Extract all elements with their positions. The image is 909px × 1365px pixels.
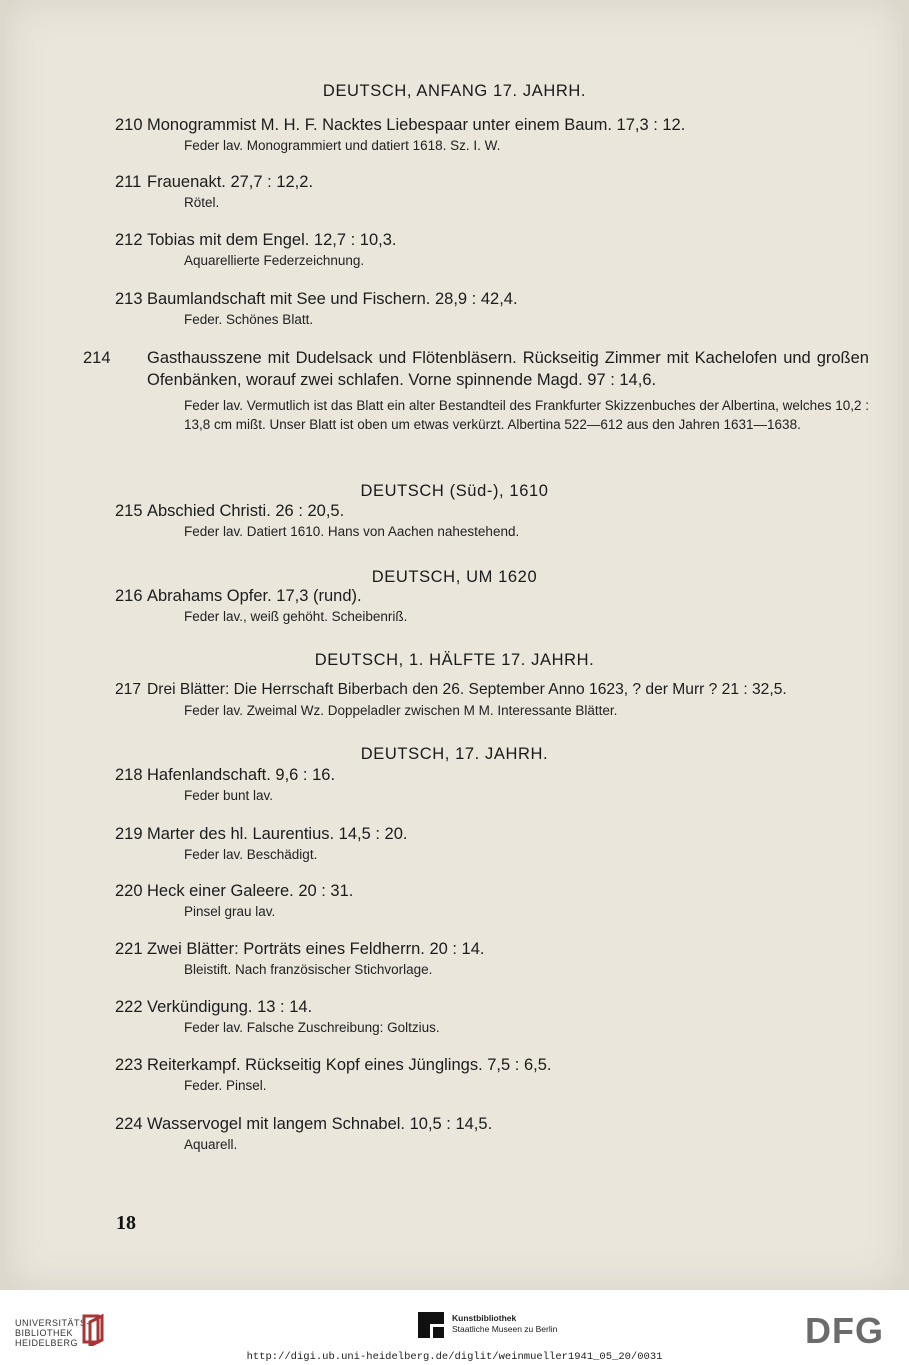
entry-title: Drei Blätter: Die Herrschaft Biberbach den 26. September Anno 1623, ? der Murr ? 21 : 32,5. (147, 681, 787, 698)
entry-title: Baumlandschaft mit See und Fischern. 28,9 : 42,4. (147, 290, 518, 308)
entry-title: Monogrammist M. H. F. Nacktes Liebespaar unter einem Baum. 17,3 : 12. (147, 116, 686, 134)
entry-number: 215 (115, 502, 143, 520)
entry-number: 214 (83, 349, 111, 367)
catalog-entry (115, 585, 869, 626)
source-url[interactable]: http://digi.ub.uni-heidelberg.de/diglit/weinmueller1941_05_20/0031 (246, 1351, 663, 1363)
entry-note: Feder lav. Falsche Zuschreibung: Goltzius. (184, 1020, 440, 1035)
entry-title: Verkündigung. 13 : 14. (147, 998, 313, 1016)
catalog-entry (115, 1113, 869, 1154)
catalog-entry (115, 996, 869, 1037)
entry-number: 213 (115, 290, 143, 308)
entry-number: 223 (115, 1056, 143, 1074)
catalog-entry (115, 500, 869, 541)
entry-title: Frauenakt. 27,7 : 12,2. (147, 173, 314, 191)
entry-note: Aquarell. (184, 1137, 238, 1152)
entry-note: Aquarellierte Federzeichnung. (184, 253, 365, 268)
catalog-entry (115, 288, 869, 329)
entry-number: 219 (115, 825, 143, 843)
catalog-entry (115, 171, 869, 212)
entry-number: 222 (115, 998, 143, 1016)
section-heading: DEUTSCH, 17. JAHRH. (360, 745, 549, 763)
section-heading: DEUTSCH, UM 1620 (371, 568, 538, 586)
kunstbibliothek-label: Kunstbibliothek Staatliche Museen zu Berlin (452, 1313, 558, 1334)
entry-title: Abrahams Opfer. 17,3 (rund). (147, 587, 362, 605)
entry-title: Heck einer Galeere. 20 : 31. (147, 882, 354, 900)
dfg-logo: DFG (805, 1310, 884, 1351)
catalog-entry (83, 347, 869, 434)
entry-number: 218 (115, 766, 143, 784)
entry-note: Feder. Schönes Blatt. (184, 312, 314, 327)
entry-note: Bleistift. Nach französischer Stichvorlage. (184, 962, 433, 977)
entry-number: 210 (115, 116, 143, 134)
university-logo-icon (80, 1312, 108, 1346)
entry-number: 211 (115, 173, 142, 191)
entry-title: Gasthausszene mit Dudelsack und Flötenbläsern. Rückseitig Zimmer mit Kachelofen und großen Ofenbänken, worauf zwei schlafen. Vorne spinnende Magd. 97 : 14,6. (147, 349, 869, 389)
entry-title: Zwei Blätter: Porträts eines Feldherrn. 20 : 14. (147, 940, 485, 958)
entry-note: Feder lav., weiß gehöht. Scheibenriß. (184, 609, 408, 624)
kunstbibliothek-logo-icon (418, 1312, 444, 1338)
catalog-entry (115, 114, 869, 155)
entry-number: 212 (115, 231, 143, 249)
catalog-entry (115, 764, 869, 805)
entry-title: Reiterkampf. Rückseitig Kopf eines Jünglings. 7,5 : 6,5. (147, 1056, 552, 1074)
entry-title: Marter des hl. Laurentius. 14,5 : 20. (147, 825, 408, 843)
entry-number: 220 (115, 882, 143, 900)
entry-note: Rötel. (184, 195, 220, 210)
entry-title: Hafenlandschaft. 9,6 : 16. (147, 766, 336, 784)
entry-note: Feder lav. Zweimal Wz. Doppeladler zwischen M M. Interessante Blätter. (184, 703, 618, 718)
entry-note: Feder lav. Vermutlich ist das Blatt ein alter Bestandteil des Frankfurter Skizzenbuches der Albertina, welches 10,2 : 13,8 cm mißt. Unser Blatt ist oben um etwas verkürzt. Albertina 522—612 aus den Jahren 1631—1638. (184, 398, 869, 432)
catalog-entry (115, 938, 869, 979)
entry-title: Wasservogel mit langem Schnabel. 10,5 : 14,5. (147, 1115, 493, 1133)
entry-note: Feder lav. Datiert 1610. Hans von Aachen nahestehend. (184, 524, 520, 539)
section-heading: DEUTSCH (Süd-), 1610 (360, 482, 549, 500)
entry-note: Feder bunt lav. (184, 788, 274, 803)
entry-note: Feder lav. Monogrammiert und datiert 1618. Sz. I. W. (184, 138, 501, 153)
entry-number: 224 (115, 1115, 143, 1133)
page-number: 18 (116, 1212, 136, 1234)
entry-note: Feder lav. Beschädigt. (184, 847, 318, 862)
catalog-entry (115, 679, 869, 720)
entry-note: Pinsel grau lav. (184, 904, 276, 919)
entry-number: 216 (115, 587, 143, 605)
entry-note: Feder. Pinsel. (184, 1078, 267, 1093)
entry-title: Abschied Christi. 26 : 20,5. (147, 502, 345, 520)
entry-number: 217 (115, 681, 142, 698)
entry-title: Tobias mit dem Engel. 12,7 : 10,3. (147, 231, 397, 249)
catalog-entry (115, 823, 869, 864)
section-heading: DEUTSCH, 1. HÄLFTE 17. JAHRH. (314, 651, 595, 669)
section-heading: DEUTSCH, ANFANG 17. JAHRH. (322, 82, 587, 100)
catalog-entry (115, 229, 869, 270)
catalog-entry (115, 880, 869, 921)
university-library-label: UNIVERSITÄTS- BIBLIOTHEK HEIDELBERG (15, 1318, 91, 1348)
entry-number: 221 (115, 940, 143, 958)
catalog-entry (115, 1054, 869, 1095)
